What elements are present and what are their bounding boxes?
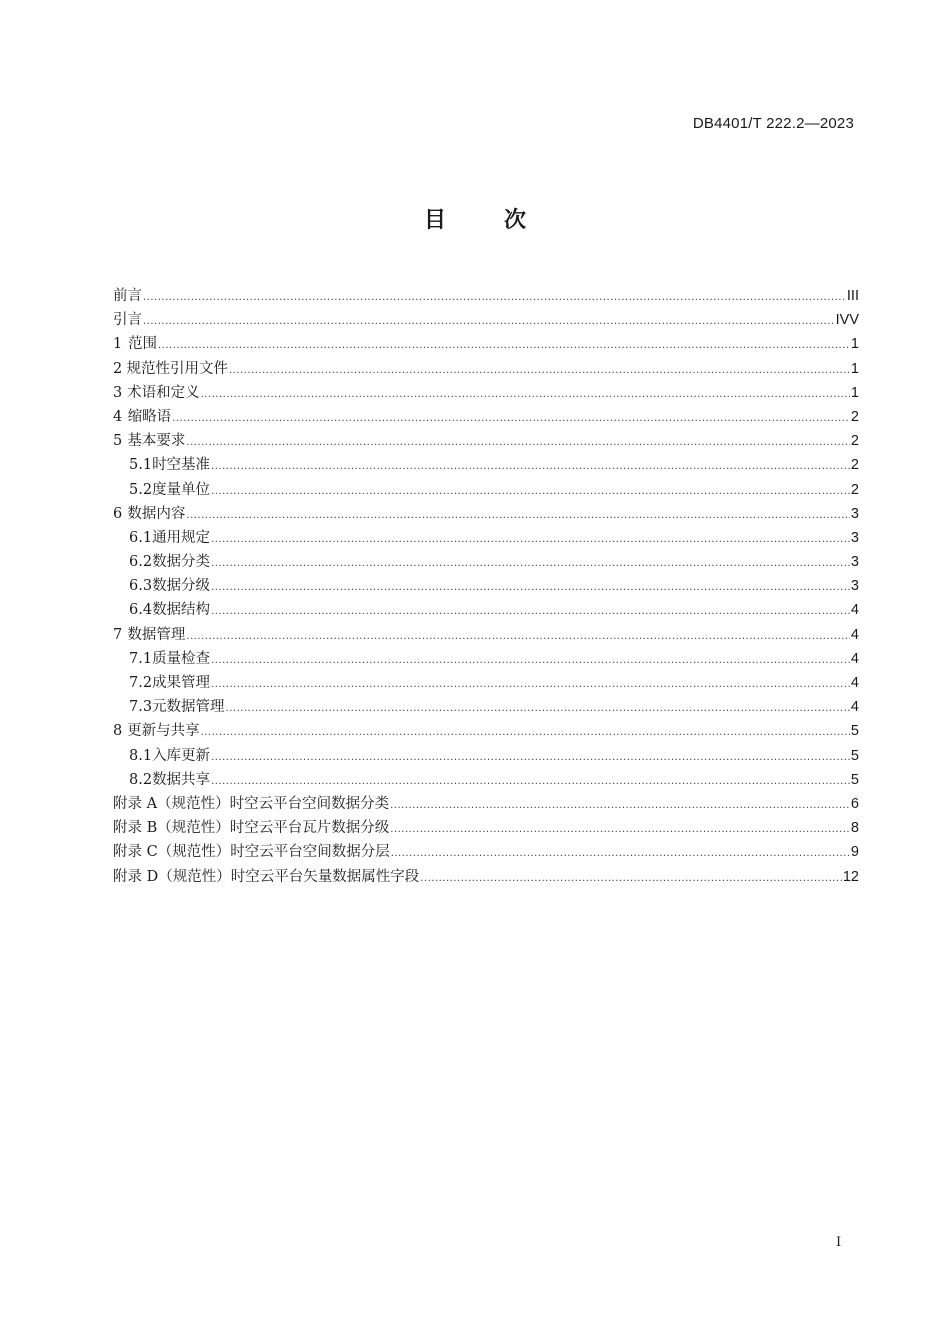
toc-dot-leader [186, 431, 850, 455]
toc-entry-page: III [846, 288, 859, 304]
toc-entry-page: 3 [850, 554, 859, 571]
toc-dot-leader [172, 407, 850, 431]
toc-dot-leader [211, 770, 850, 794]
toc-entry-label: 质量检查 [152, 650, 211, 667]
toc-entry[interactable] [113, 792, 859, 816]
toc-entry[interactable] [113, 865, 859, 889]
toc-entry-label: 更新与共享 [127, 723, 200, 740]
toc-dot-leader [211, 480, 850, 504]
toc-entry-label: 数据共享 [152, 771, 211, 788]
toc-entry-label: 数据分类 [152, 554, 211, 571]
toc-entry[interactable] [113, 840, 859, 864]
toc-dot-leader [390, 818, 850, 842]
toc-title-char-1: 目 [423, 208, 446, 233]
toc-title [0, 203, 950, 234]
toc-entry[interactable] [113, 695, 859, 719]
toc-entry-label: 时空云平台空间数据分类 [229, 795, 390, 812]
toc-dot-leader [211, 576, 850, 600]
toc-dot-leader [186, 625, 850, 649]
toc-entry-page: 3 [850, 529, 859, 546]
toc-entry-number: 6.1 [129, 529, 153, 546]
toc-entry[interactable] [113, 478, 859, 502]
toc-entry-page: 6 [850, 795, 859, 812]
toc-entry-label: 规范性引用文件 [126, 360, 228, 377]
toc-entry-page: 1 [850, 360, 859, 377]
toc-entry-number: 附录 B（规范性） [113, 820, 230, 837]
toc-entry-page: 9 [850, 844, 859, 861]
toc-entry-number: 7.2 [129, 675, 153, 691]
toc-entry-page: 4 [850, 626, 859, 643]
toc-entry[interactable] [113, 381, 859, 405]
toc-entry-number: 7 [113, 626, 123, 643]
toc-dot-leader [211, 528, 850, 552]
toc-entry-label: 时空基准 [152, 457, 211, 474]
toc-dot-leader [391, 842, 850, 866]
toc-entry-number: 附录 D（规范性） [113, 868, 231, 885]
toc-dot-leader [211, 455, 850, 479]
toc-entry[interactable] [113, 332, 859, 356]
toc-entry[interactable] [113, 671, 859, 695]
toc-entry-number: 3 [113, 384, 123, 401]
toc-entry-page: IVV [835, 312, 859, 329]
toc-entry-label: 前言 [113, 288, 142, 304]
toc-entry-label: 数据管理 [127, 626, 186, 643]
toc-entry-number: 4 [113, 408, 123, 425]
toc-dot-leader [201, 721, 850, 745]
toc-dot-leader [158, 334, 850, 358]
toc-entry-page: 2 [850, 433, 859, 450]
toc-entry-page: 4 [850, 650, 859, 667]
toc-title-char-2: 次 [504, 208, 527, 233]
toc-entry-page: 4 [850, 699, 859, 716]
toc-dot-leader [420, 867, 842, 891]
toc-entry-page: 3 [850, 578, 859, 595]
toc-dot-leader [186, 504, 850, 528]
toc-entry[interactable] [113, 357, 859, 381]
toc-dot-leader [211, 600, 850, 624]
toc-entry-label: 元数据管理 [152, 699, 225, 716]
toc-entry-label: 时空云平台矢量数据属性字段 [230, 868, 420, 885]
toc-entry-number: 附录 C（规范性） [113, 844, 231, 861]
toc-entry-page: 3 [850, 505, 859, 522]
toc-entry[interactable] [113, 647, 859, 671]
toc-entry-number: 2 [113, 360, 123, 377]
toc-entry-page: 8 [850, 820, 859, 837]
document-code: DB4401/T 222.2—2023 [692, 115, 854, 132]
toc-entry-number: 5 [113, 433, 123, 450]
toc-entry-label: 引言 [113, 312, 142, 329]
toc-entry-number: 8 [113, 723, 123, 740]
toc-entry[interactable] [113, 768, 859, 792]
toc-dot-leader [211, 746, 850, 770]
toc-entry[interactable] [113, 550, 859, 574]
toc-entry-label: 范围 [128, 336, 157, 353]
toc-entry-number: 7.1 [129, 650, 153, 667]
toc-entry[interactable] [113, 719, 859, 743]
toc-entry-page: 4 [850, 602, 859, 619]
toc-entry-label: 时空云平台瓦片数据分级 [229, 820, 390, 837]
toc-dot-leader [143, 310, 835, 334]
toc-dot-leader [229, 359, 850, 383]
toc-entry-number: 附录 A（规范性） [113, 795, 230, 812]
toc-entry-number: 5.2 [129, 481, 153, 498]
page-number: I [836, 1235, 842, 1250]
toc-entry-number: 7.3 [129, 699, 153, 716]
toc-entry-page: 12 [842, 868, 859, 885]
toc-entry-number: 6.3 [129, 578, 153, 595]
toc-entry-label: 数据结构 [152, 602, 211, 619]
toc-entry-label: 数据分级 [152, 578, 211, 595]
toc-dot-leader [211, 552, 850, 576]
toc-entry-label: 术语和定义 [127, 384, 200, 401]
table-of-contents [113, 284, 859, 889]
toc-entry-label: 度量单位 [152, 481, 211, 498]
toc-entry[interactable] [113, 744, 859, 768]
toc-entry[interactable] [113, 623, 859, 647]
toc-entry-label: 通用规定 [152, 529, 211, 546]
toc-entry-number: 8.1 [129, 747, 153, 764]
toc-dot-leader [211, 649, 850, 673]
toc-entry-page: 1 [850, 336, 859, 353]
toc-entry-number: 6 [113, 505, 123, 522]
toc-entry-label: 缩略语 [127, 408, 172, 425]
toc-dot-leader [390, 794, 850, 818]
toc-entry[interactable] [113, 816, 859, 840]
toc-dot-leader [201, 383, 850, 407]
toc-entry-page: 4 [850, 675, 859, 691]
toc-entry-page: 2 [850, 481, 859, 498]
toc-entry-label: 成果管理 [152, 675, 211, 691]
toc-entry[interactable] [113, 308, 859, 332]
toc-entry-label: 数据内容 [127, 505, 186, 522]
toc-entry[interactable] [113, 526, 859, 550]
toc-dot-leader [143, 286, 846, 310]
toc-entry-number: 1 [113, 336, 123, 353]
toc-entry-page: 2 [850, 408, 859, 425]
toc-dot-leader [211, 673, 850, 697]
toc-entry[interactable] [113, 502, 859, 526]
toc-entry-label: 基本要求 [127, 433, 186, 450]
toc-entry[interactable] [113, 598, 859, 622]
toc-entry-label: 时空云平台空间数据分层 [230, 844, 390, 861]
toc-dot-leader [226, 697, 850, 721]
toc-entry[interactable] [113, 429, 859, 453]
toc-entry-page: 2 [850, 457, 859, 474]
toc-entry[interactable] [113, 284, 859, 308]
toc-entry[interactable] [113, 405, 859, 429]
toc-entry[interactable] [113, 453, 859, 477]
toc-entry-number: 5.1 [129, 457, 153, 474]
toc-entry-page: 5 [850, 771, 859, 788]
toc-entry-label: 入库更新 [152, 747, 211, 764]
toc-entry-number: 6.2 [129, 554, 153, 571]
toc-entry-page: 5 [850, 747, 859, 764]
toc-entry-page: 1 [850, 384, 859, 401]
toc-entry-page: 5 [850, 723, 859, 740]
toc-entry-number: 6.4 [129, 602, 153, 619]
toc-entry-number: 8.2 [129, 771, 153, 788]
toc-entry[interactable] [113, 574, 859, 598]
